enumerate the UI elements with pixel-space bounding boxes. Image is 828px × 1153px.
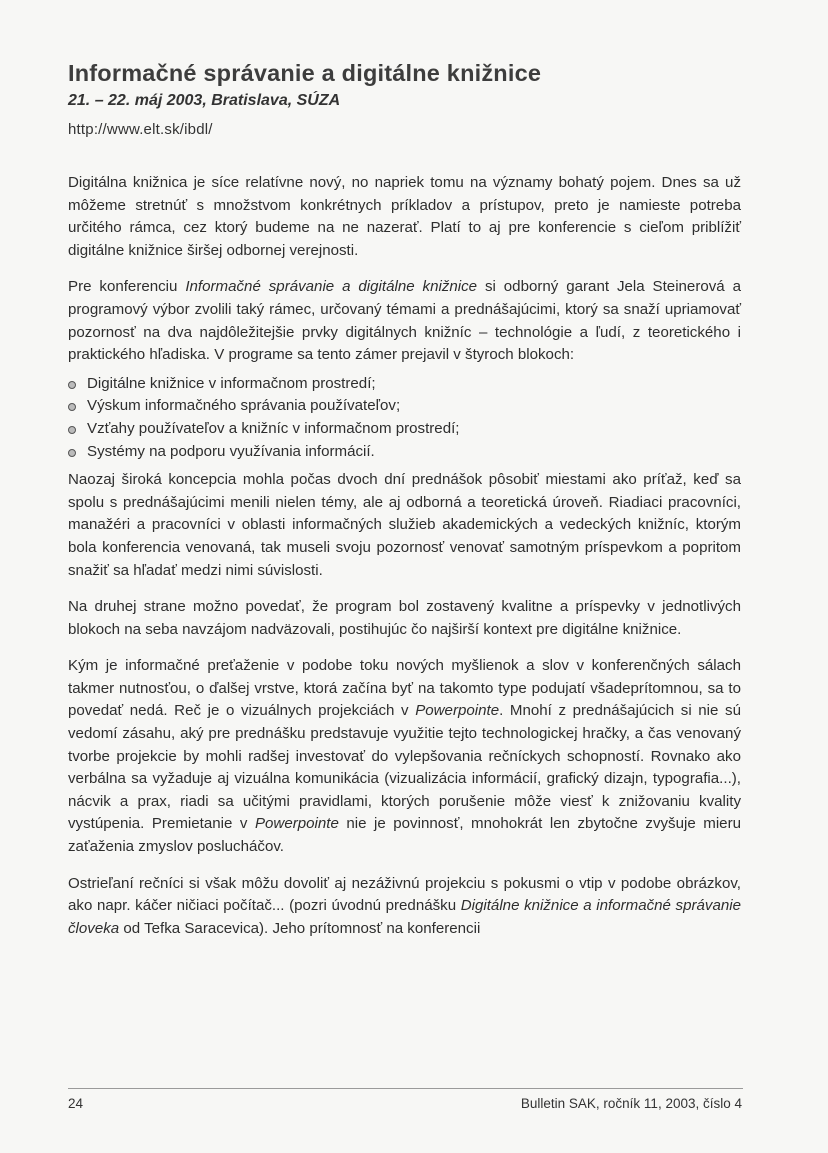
paragraph-6: [68, 873, 741, 941]
list-item-text: Výskum informačného správania používateľov;: [87, 397, 401, 415]
paragraph-2-text-a: Pre konferenciu: [68, 278, 186, 296]
paragraph-4: Na druhej strane možno povedať, že program bol zostavený kvalitne a príspevky v jednotlivých blokoch na seba navzájom nadväzovali, postihujúc čo najširší kontext pre digitálne knižnice.: [68, 598, 741, 638]
paragraph-5-text-a: Kým je informačné preťaženie v podobe toku nových myšlienok a slov v konferenčných sálach takmer nutnosťou, o ďalšej vrstve, ktorá začína byť na takomto type podujatí všadeprítomnou, sa to povedať nedá. Reč je o vizuálnych projekciách v: [68, 657, 741, 720]
powerpoint-italic: Powerpointe: [254, 815, 339, 833]
article-title: Informačné správanie a digitálne knižnice: [68, 60, 542, 86]
paragraph-6-text-b: od Tefka Saracevica). Jeho prítomnosť na konferencii: [119, 919, 481, 937]
conference-name-italic: Informačné správanie a digitálne knižnice: [185, 278, 478, 296]
publication-info: Bulletin SAK, ročník 11, 2003, číslo 4: [520, 1096, 742, 1111]
page-number: 24: [68, 1096, 84, 1111]
paragraph-5-text-c: nie je povinnosť, mnohokrát len zbytočne zvyšuje mieru zaťaženia zmyslov poslucháčov.: [68, 815, 741, 856]
paragraph-6-text-a: Ostrieľaní rečníci si však môžu dovoliť aj nezáživnú projekciu s pokusmi o vtip v podobe obrázkov, ako napr. káčer ničiaci počítač... (pozri úvodnú prednášku: [68, 874, 741, 915]
event-date-location: 21. – 22. máj 2003, Bratislava, SÚZA: [68, 92, 341, 109]
bullet-icon: [68, 449, 76, 457]
list-item: [68, 373, 741, 396]
lecture-title-italic: Digitálne knižnice a informačné správanie človeka: [68, 897, 741, 937]
paragraph-1: Digitálna knižnica je síce relatívne nový, no napriek tomu na významy bohatý pojem. Dnes sa už môžeme stretnúť s množstvom konkrétnych príkladov a prístupov, preto je namieste potreba určitého rámca, cez ktorý budeme na ne nazerať. Platí to aj pre konferencie s cieľom priblížiť digitálne knižnice širšej odbornej verejnosti.: [68, 174, 741, 259]
bullet-icon: [68, 426, 76, 434]
list-item: [68, 418, 741, 441]
list-item: [68, 441, 741, 464]
list-item-text: Systémy na podporu využívania informácií.: [87, 442, 375, 460]
paragraph-2-text-b: si odborný garant Jela Steinerová a programový výbor zvolili taký rámec, určovaný témami a prednášajúcimi, ktorý sa snaží upriamovať pozornosť na dva najdôležitejšie prvky digitálnych knižníc – technológie a ľudí, z teoretického i praktického hľadiska. V programe sa tento zámer prejavil v štyroch blokoch:: [68, 278, 741, 364]
list-item-text: Digitálne knižnice v informačnom prostredí;: [87, 374, 376, 392]
list-item-text: Vzťahy používateľov a knižníc v informačnom prostredí;: [87, 419, 460, 437]
paragraph-3: Naozaj široká koncepcia mohla počas dvoch dní prednášok pôsobiť miestami ako príťaž, keď sa spolu s prednášajúcimi menili nielen témy, ale aj odborná a teoretická úroveň. Riadiaci pracovníci, manažéri a pracovníci v oblasti informačných služieb akademických a vedeckých knižníc, ktorým bola konferencia venovaná, tak museli svoju pozornosť venovať samotným príspevkom a popritom snažiť sa hľadať medzi nimi súvislosti.: [68, 471, 741, 579]
powerpoint-italic: Powerpointe: [415, 702, 500, 720]
bullet-icon: [68, 381, 76, 389]
program-blocks-list: [68, 373, 741, 463]
list-item: [68, 395, 741, 418]
article-header: [68, 58, 748, 140]
paragraph-5: [68, 655, 741, 858]
article-body: [68, 172, 741, 954]
event-url: http://www.elt.sk/ibdl/: [68, 121, 213, 138]
paragraph-5-text-b: . Mnohí z prednášajúcich si nie sú vedomí zásahu, aký pre prednášku predstavuje využitie tejto technologickej hračky, a čas venovaný tvorbe projekcie by mohli radšej investovať do vylepšovania rečníckych schopností. Rovnako ako verbálna sa vyžaduje aj vizuálna komunikácia (vizualizácia informácií, grafický dizajn, typografia...), nácvik a prax, riadi sa učitými pravidlami, ktorých porušenie môže viesť k znižovaniu kvality vystúpenia. Premietanie v: [68, 702, 741, 833]
footer-divider: [68, 1088, 743, 1089]
bullet-icon: [68, 403, 76, 411]
paragraph-2: [68, 276, 741, 366]
